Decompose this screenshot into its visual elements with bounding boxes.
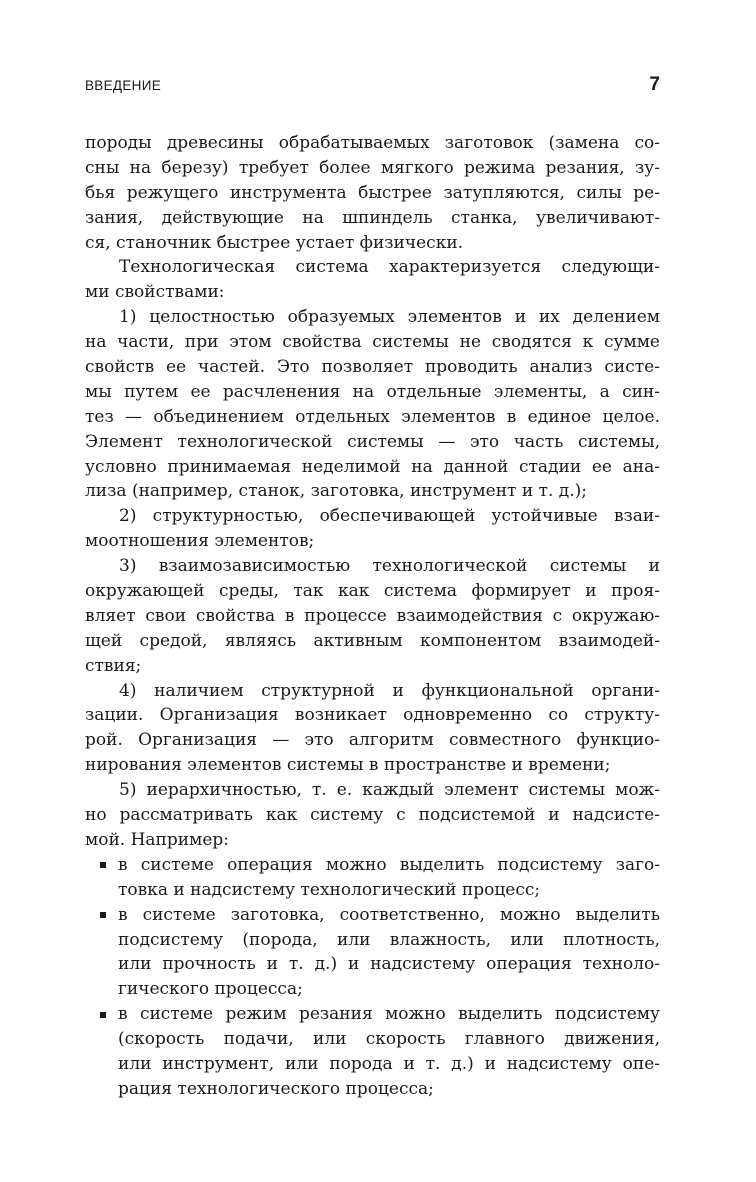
text-line: (скорость подачи, или скорость главного движения, (118, 1029, 660, 1050)
bullet-item (85, 853, 660, 878)
bullet-icon (100, 1012, 106, 1018)
body-text (85, 131, 660, 1102)
bullet-text: в системе режим резания можно выделить подсистему (118, 1004, 660, 1025)
running-head: ВВЕДЕНИЕ (85, 78, 162, 93)
bullet-item (85, 1002, 660, 1027)
text-line: 5) иерархичностью, т. е. каждый элемент системы мож- (119, 780, 660, 801)
text-line: моотношения элементов; (85, 531, 315, 552)
text-line: нирования элементов системы в пространстве и времени; (85, 755, 611, 776)
text-line: ся, станочник быстрее устает физически. (85, 232, 464, 253)
text-line: мой. Например: (85, 829, 229, 850)
text-line: 4) наличием структурной и функциональной органи- (119, 680, 660, 701)
text-line: вляет свои свойства в процессе взаимодействия с окружаю- (85, 605, 660, 626)
text-line: мы путем ее расчленения на отдельные элементы, а син- (85, 381, 660, 402)
text-line: гического процесса; (118, 979, 303, 1000)
text-line: подсистему (порода, или влажность, или плотность, (118, 929, 660, 950)
text-line: зания, действующие на шпиндель станка, увеличивают- (85, 207, 660, 228)
text-line: свойств ее частей. Это позволяет проводить анализ систе- (85, 357, 660, 378)
bullet-item (85, 903, 660, 928)
text-line: условно принимаемая неделимой на данной стадии ее ана- (85, 456, 660, 477)
text-line: сны на березу) требует более мягкого режима резания, зу- (85, 157, 660, 178)
text-line: тез — объединением отдельных элементов в единое целое. (85, 406, 660, 427)
text-line: 3) взаимозависимостью технологической системы и (119, 556, 660, 577)
text-line: 1) целостностью образуемых элементов и их делением (119, 307, 660, 328)
text-line: зации. Организация возникает одновременно со структу- (85, 705, 660, 726)
bullet-icon (100, 862, 106, 868)
text-line: Технологическая система характеризуется следующи- (119, 257, 660, 278)
text-line: или инструмент, или порода и т. д.) и надсистему опе- (118, 1053, 660, 1074)
bullet-text: в системе заготовка, соответственно, можно выделить (118, 904, 660, 925)
text-line: окружающей среды, так как система формирует и проя- (85, 581, 660, 602)
text-line: Элемент технологической системы — это часть системы, (85, 431, 660, 452)
page-number: 7 (649, 74, 660, 95)
text-line: ми свойствами: (85, 282, 225, 303)
text-line: рация технологического процесса; (118, 1078, 434, 1099)
text-line: товка и надсистему технологический процесс; (118, 879, 541, 900)
text-line: щей средой, являясь активным компонентом взаимодей- (85, 630, 660, 651)
bullet-icon (100, 912, 106, 918)
text-line: бья режущего инструмента быстрее затупляются, силы ре- (85, 182, 660, 203)
text-line: ствия; (85, 655, 142, 676)
text-line: 2) структурностью, обеспечивающей устойчивые взаи- (119, 506, 660, 527)
bullet-text: в системе операция можно выделить подсистему заго- (118, 854, 660, 875)
text-line: породы древесины обрабатываемых заготовок (замена со- (85, 133, 660, 153)
text-line: лиза (например, станок, заготовка, инструмент и т. д.); (85, 481, 588, 502)
text-line: на части, при этом свойства системы не сводятся к сумме (85, 332, 660, 353)
text-line: или прочность и т. д.) и надсистему операция техноло- (118, 954, 660, 975)
text-line: но рассматривать как систему с подсистемой и надсисте- (85, 805, 660, 826)
text-line: рой. Организация — это алгоритм совместного функцио- (85, 730, 660, 751)
page-header (85, 74, 660, 98)
